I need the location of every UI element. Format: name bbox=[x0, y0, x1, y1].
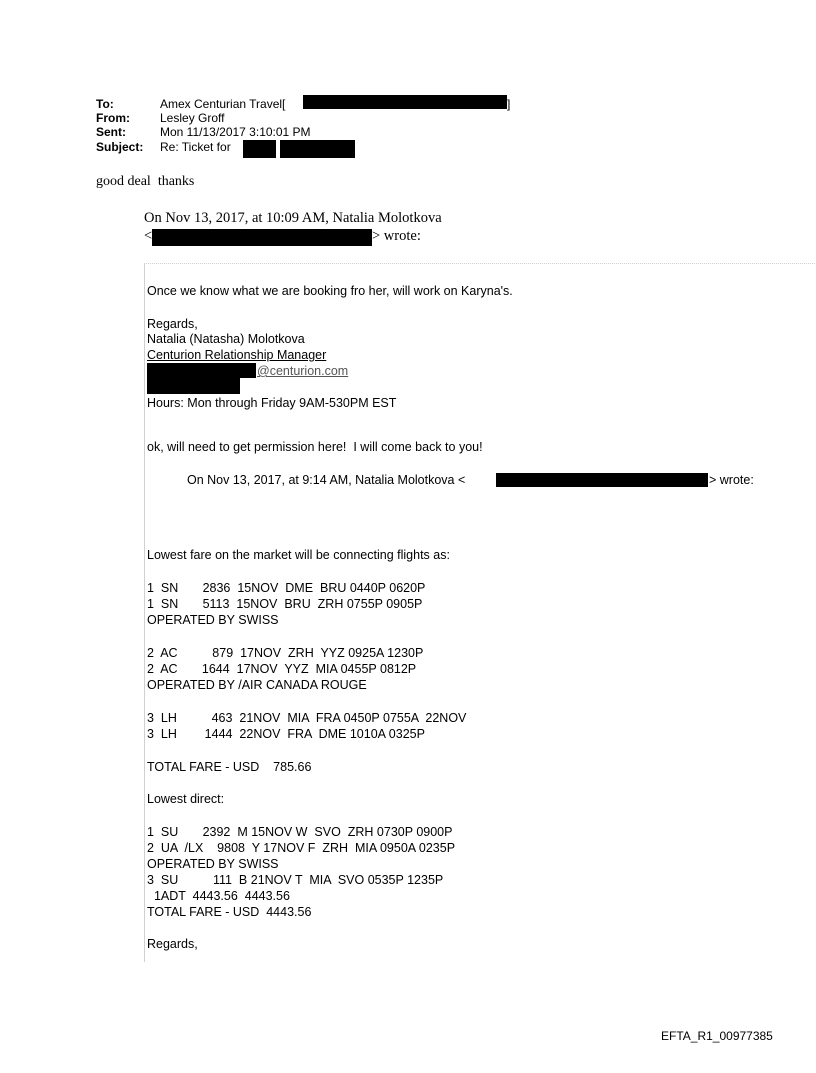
redaction-quote-email bbox=[152, 229, 372, 246]
quote-intro-line1: On Nov 13, 2017, at 10:09 AM, Natalia Molotkova bbox=[144, 210, 442, 226]
redaction-nested-email bbox=[496, 473, 708, 487]
total-fare-connecting: TOTAL FARE - USD 785.66 bbox=[147, 760, 312, 774]
redaction-signature-phone bbox=[147, 378, 240, 394]
flight-line: 2 AC 879 17NOV ZRH YYZ 0925A 1230P bbox=[147, 646, 424, 660]
lowest-direct-label: Lowest direct: bbox=[147, 792, 225, 806]
quote-intro-close: > wrote: bbox=[372, 228, 421, 244]
fare-breakdown-line: 1ADT 4443.56 4443.56 bbox=[147, 889, 290, 903]
to-value: Amex Centurian Travel[ bbox=[160, 97, 286, 111]
total-fare-direct: TOTAL FARE - USD 4443.56 bbox=[147, 905, 312, 919]
flight-line: 2 AC 1644 17NOV YYZ MIA 0455P 0812P bbox=[147, 662, 417, 676]
reply-body: good deal thanks bbox=[96, 174, 195, 189]
to-label: To: bbox=[96, 97, 114, 111]
flight-line: 3 LH 1444 22NOV FRA DME 1010A 0325P bbox=[147, 727, 425, 741]
operated-by-line: OPERATED BY /AIR CANADA ROUGE bbox=[147, 678, 367, 692]
quote-intro-open: < bbox=[144, 228, 153, 244]
redaction-subject-1 bbox=[243, 140, 276, 158]
subject-value: Re: Ticket for bbox=[160, 140, 231, 154]
signature-hours: Hours: Mon through Friday 9AM-530PM EST bbox=[147, 396, 397, 410]
redaction-subject-2 bbox=[280, 140, 355, 158]
operated-by-line: OPERATED BY SWISS bbox=[147, 613, 279, 627]
nested-quote-intro: On Nov 13, 2017, at 9:14 AM, Natalia Molotkova < bbox=[187, 473, 466, 487]
lowest-fare-intro: Lowest fare on the market will be connecting flights as: bbox=[147, 548, 450, 562]
flight-line: 2 UA /LX 9808 Y 17NOV F ZRH MIA 0950A 0235P bbox=[147, 841, 456, 855]
nested-quote-close: > wrote: bbox=[709, 473, 754, 487]
from-value: Lesley Groff bbox=[160, 111, 225, 125]
sent-label: Sent: bbox=[96, 125, 126, 139]
quoted-paragraph-2: ok, will need to get permission here! I will come back to you! bbox=[147, 440, 483, 454]
redaction-signature-email bbox=[147, 363, 256, 378]
operated-by-line: OPERATED BY SWISS bbox=[147, 857, 279, 871]
closing-regards: Regards, bbox=[147, 937, 198, 951]
flight-line: 3 SU 111 B 21NOV T MIA SVO 0535P 1235P bbox=[147, 873, 444, 887]
flight-line: 1 SN 5113 15NOV BRU ZRH 0755P 0905P bbox=[147, 597, 423, 611]
flight-line: 3 LH 463 21NOV MIA FRA 0450P 0755A 22NOV bbox=[147, 711, 467, 725]
quoted-paragraph-1: Once we know what we are booking fro her, will work on Karyna's. bbox=[147, 284, 513, 298]
signature-title: Centurion Relationship Manager bbox=[147, 348, 327, 362]
signature-name: Natalia (Natasha) Molotkova bbox=[147, 332, 305, 346]
subject-label: Subject: bbox=[96, 140, 144, 154]
from-label: From: bbox=[96, 111, 130, 125]
flight-line: 1 SN 2836 15NOV DME BRU 0440P 0620P bbox=[147, 581, 426, 595]
redaction-to-email bbox=[303, 95, 507, 109]
signature-email-link[interactable]: @centurion.com bbox=[257, 364, 349, 378]
flight-line: 1 SU 2392 M 15NOV W SVO ZRH 0730P 0900P bbox=[147, 825, 453, 839]
to-close-bracket: ] bbox=[507, 97, 511, 111]
document-id-footer: EFTA_R1_00977385 bbox=[661, 1029, 773, 1043]
sent-value: Mon 11/13/2017 3:10:01 PM bbox=[160, 125, 311, 139]
signature-regards: Regards, bbox=[147, 317, 198, 331]
